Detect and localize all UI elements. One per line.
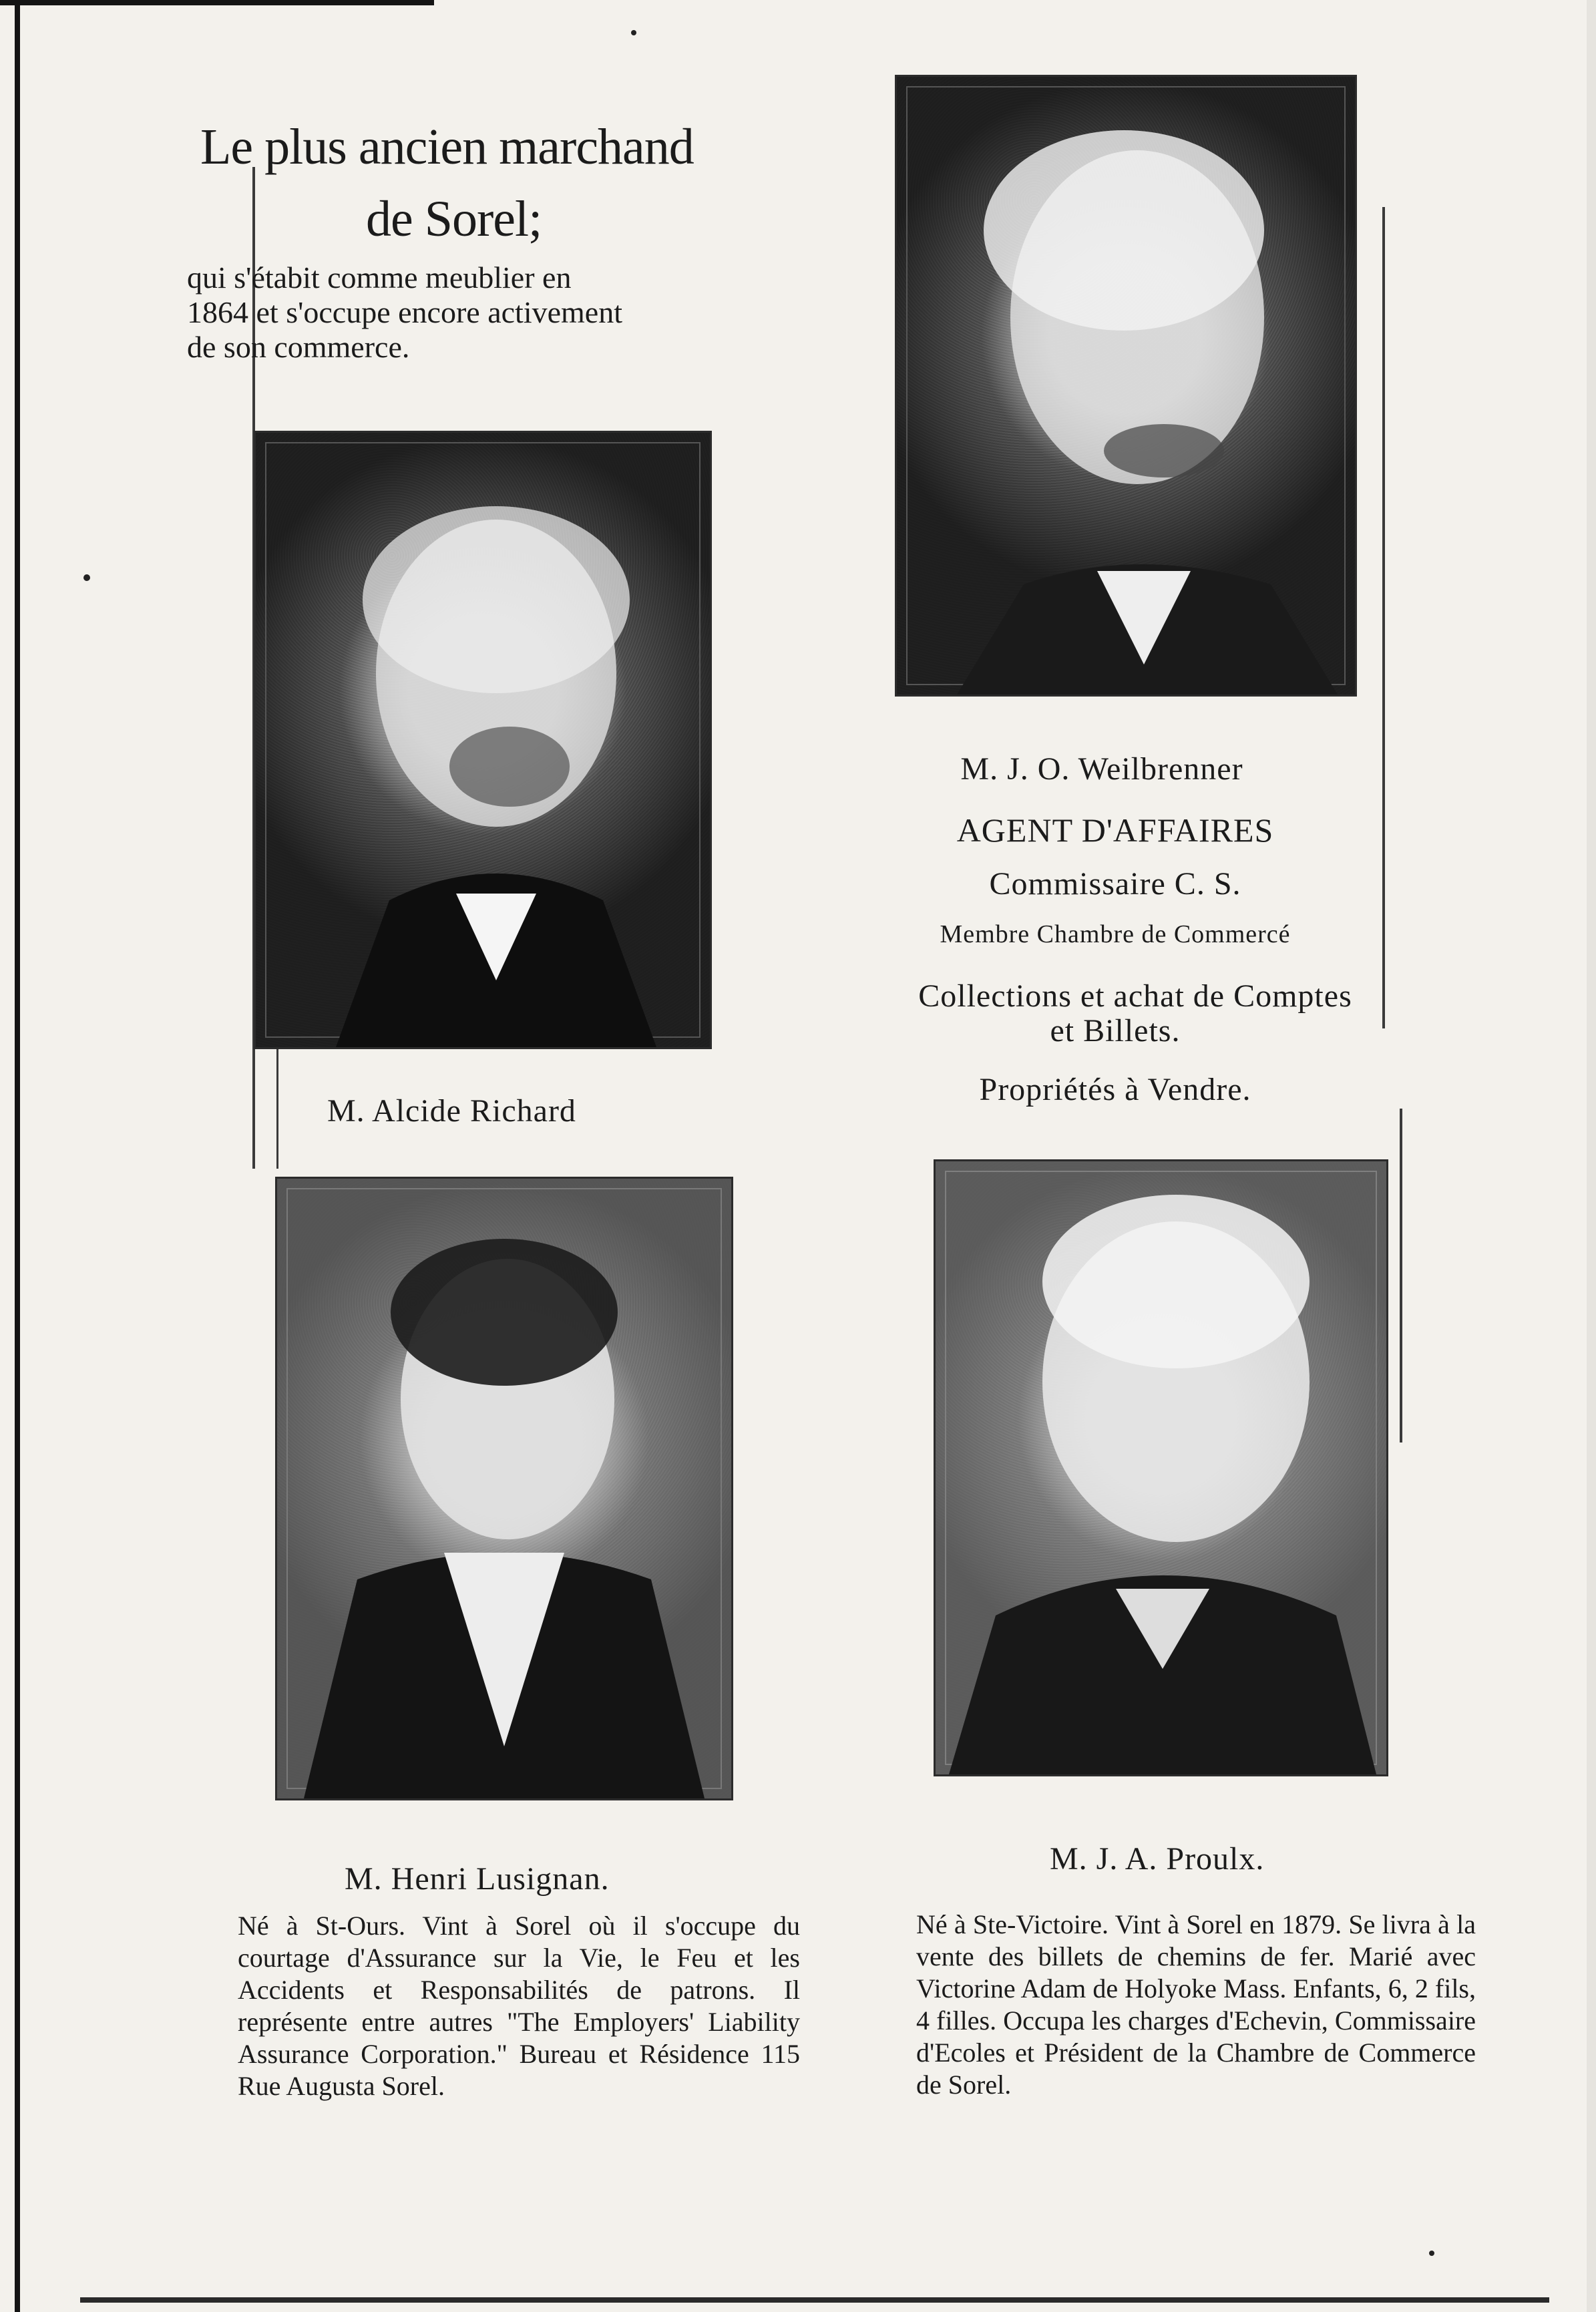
weilbrenner-billets: et Billets. <box>1050 1013 1181 1048</box>
headline-line-2: de Sorel; <box>366 191 542 247</box>
clipping-edge-right <box>1400 1109 1402 1442</box>
weilbrenner-title: AGENT D'AFFAIRES <box>956 811 1274 849</box>
bio-ja-proulx: Né à Ste-Victoire. Vint à Sorel en 1879. Se livra à la vente des billets de chemins de fer. Marié avec Victorine Adam de Holyoke Mass. Enfants, 6, 2 fils, 4 filles. Occupa les charges d'Echevin, Commissaire d'Ecoles et Président de la Chambre de Commerce de Sorel. <box>916 1909 1476 2100</box>
weilbrenner-collections: Collections et achat de Comptes <box>918 978 1352 1014</box>
page-bottom-edge <box>80 2297 1549 2303</box>
caption-alcide-richard: M. Alcide Richard <box>327 1093 576 1129</box>
portrait-silhouette <box>256 433 710 1047</box>
print-speck <box>631 30 636 35</box>
portrait-silhouette <box>936 1161 1386 1774</box>
bio-henri-lusignan: Né à St-Ours. Vint à Sorel où il s'occupe du courtage d'Assurance sur la Vie, le Feu et les Accidents et Responsabilités de patrons. Il représente entre autres "The Employers' Liability Assurance Corporation." Bureau et Résidence 115 Rue Augusta Sorel. <box>238 1911 800 2101</box>
portrait-alcide-richard <box>254 431 712 1049</box>
headline-line-1: Le plus ancien marchand <box>200 119 694 175</box>
print-speck <box>1429 2251 1434 2256</box>
page-top-edge <box>0 0 434 5</box>
weilbrenner-commissaire: Commissaire C. S. <box>989 866 1241 902</box>
headline-subtitle: qui s'étabit comme meublier en 1864 et s'occupe encore activement de son commerce. <box>187 260 622 364</box>
portrait-silhouette <box>897 77 1355 695</box>
caption-weilbrenner: M. J. O. Weilbrenner <box>960 751 1243 787</box>
portrait-weilbrenner <box>895 75 1357 697</box>
page-left-edge <box>15 0 20 2312</box>
weilbrenner-proprietes: Propriétés à Vendre. <box>979 1072 1251 1107</box>
portrait-henri-lusignan <box>275 1177 733 1800</box>
weilbrenner-membre: Membre Chambre de Commercé <box>940 920 1291 948</box>
page-right-edge <box>1587 0 1596 2312</box>
clipping-edge-short <box>276 1042 278 1169</box>
caption-henri-lusignan: M. Henri Lusignan. <box>345 1861 610 1897</box>
print-speck <box>83 574 90 581</box>
clipping-edge-middle <box>1382 207 1385 1028</box>
portrait-silhouette <box>277 1179 731 1798</box>
caption-ja-proulx: M. J. A. Proulx. <box>1050 1841 1265 1877</box>
portrait-ja-proulx <box>934 1159 1388 1776</box>
